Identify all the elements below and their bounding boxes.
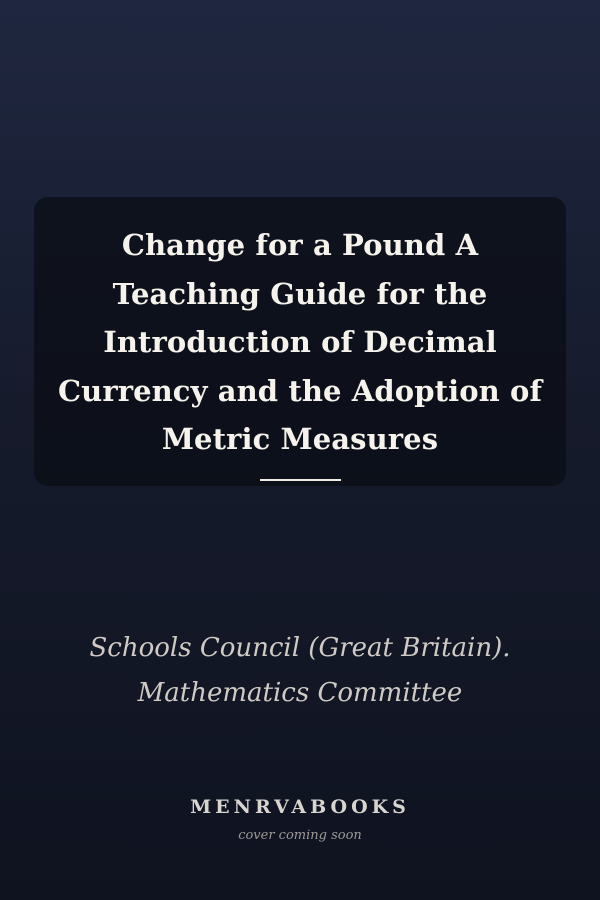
title-divider — [260, 479, 341, 481]
cover-status: cover coming soon — [238, 828, 362, 843]
book-author: Schools Council (Great Britain). Mathematics Committee — [89, 633, 511, 708]
title-panel — [34, 197, 566, 486]
book-title: Change for a Pound A Teaching Guide for the Introduction of Decimal Currency and the Adoption of Metric Measures — [57, 228, 543, 456]
publisher-name: MENRVABOOKS — [190, 796, 410, 818]
